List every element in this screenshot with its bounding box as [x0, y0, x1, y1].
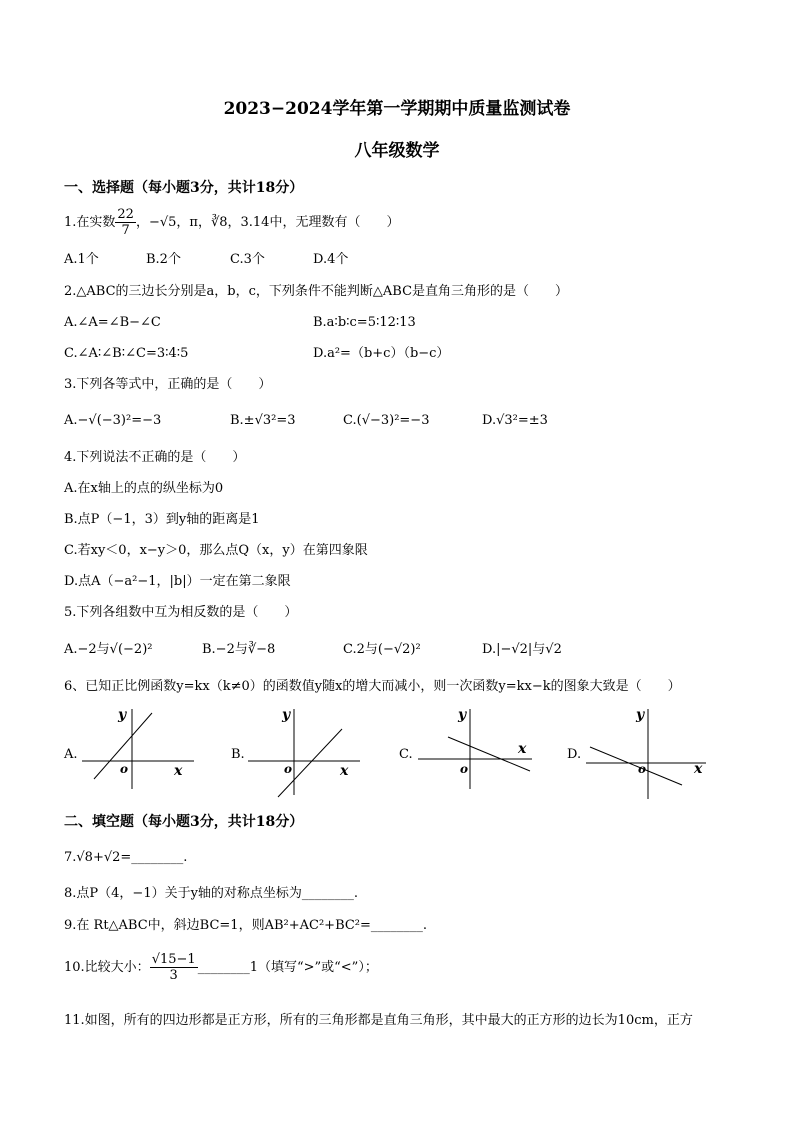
q10-suffix: ________1（填写“>”或“<”）； [197, 960, 378, 975]
q2-option-c: C.∠A∶∠B∶∠C=3∶4∶5 [64, 346, 189, 361]
q6b-origin: o [284, 762, 293, 776]
q6-graph-d [582, 703, 712, 803]
q6-graph-a [78, 703, 198, 793]
q1-stem: ，−√5，π，∛8，3.14中，无理数有（ ） [135, 215, 400, 230]
question-11: 11.如图，所有的四边形都是正方形，所有的三角形都是直角三角形，其中最大的正方形的边长为10cm，正方 [64, 1013, 693, 1028]
q6c-x-label: x [518, 741, 527, 757]
q2-option-d: D.a²=（b+c）（b−c） [313, 346, 450, 361]
question-8: 8.点P（4，−1）关于y轴的对称点坐标为________. [64, 886, 359, 901]
q5-option-c: C.2与(−√2)² [343, 642, 421, 657]
q10-prefix: 10.比较大小： [64, 960, 150, 975]
q1-prefix: 1.在实数 [64, 215, 116, 230]
q10-fraction [150, 953, 198, 982]
q3-option-b: B.±√3²=3 [230, 413, 296, 428]
q6-option-a-label: A. [64, 747, 78, 762]
question-2: 2.△ABC的三边长分别是a，b，c，下列条件不能判断△ABC是直角三角形的是（ ） [64, 284, 569, 299]
page-title: 2023−2024学年第一学期期中质量监测试卷 [223, 99, 571, 119]
q3-option-c: C.(√−3)²=−3 [343, 413, 430, 428]
q6d-x-label: x [694, 761, 703, 777]
q6a-x-label: x [174, 763, 183, 779]
q1-option-d: D.4个 [313, 252, 349, 267]
question-1 [64, 208, 399, 237]
section-2-title: 二、填空题（每小题3分，共计18分） [64, 814, 304, 830]
q6c-origin: o [460, 762, 469, 776]
question-4: 4.下列说法不正确的是（ ） [64, 450, 246, 465]
q4-option-c: C.若xy＜0，x−y＞0，那么点Q（x，y）在第四象限 [64, 543, 368, 558]
question-7: 7.√8+√2=________. [64, 850, 188, 865]
q4-option-d: D.点A（−a²−1，|b|）一定在第二象限 [64, 574, 291, 589]
q3-option-a: A.−√(−3)²=−3 [64, 413, 162, 428]
q4-option-b: B.点P（−1，3）到y轴的距离是1 [64, 512, 260, 527]
q6a-y-label: y [118, 707, 127, 723]
q5-option-d: D.|−√2|与√2 [482, 642, 562, 657]
q1-frac-den: 7 [121, 223, 130, 238]
q6b-y-label: y [282, 707, 291, 723]
q1-option-c: C.3个 [230, 252, 265, 267]
q1-option-b: B.2个 [146, 252, 181, 267]
q2-option-b: B.a∶b∶c=5∶12∶13 [313, 315, 416, 330]
q4-option-a: A.在x轴上的点的纵坐标为0 [64, 481, 224, 496]
q6-option-c-label: C. [399, 747, 413, 762]
question-5: 5.下列各组数中互为相反数的是（ ） [64, 605, 298, 620]
q6b-x-label: x [340, 763, 349, 779]
q1-option-a: A.1个 [64, 252, 99, 267]
question-10 [64, 953, 378, 982]
section-1-title: 一、选择题（每小题3分，共计18分） [64, 180, 304, 196]
q6-graph-b [244, 703, 364, 803]
question-3: 3.下列各等式中，正确的是（ ） [64, 377, 272, 392]
q1-frac-num: 22 [117, 207, 134, 222]
q6c-y-label: y [458, 707, 467, 723]
question-9: 9.在 Rt△ABC中，斜边BC=1，则AB²+AC²+BC²=________. [64, 918, 428, 933]
q2-option-a: A.∠A=∠B−∠C [64, 315, 161, 330]
q5-option-b: B.−2与∛−8 [202, 642, 276, 657]
q6-graph-c [412, 703, 537, 793]
q6d-origin: o [638, 762, 647, 776]
q10-frac-den: 3 [169, 968, 178, 983]
q3-option-d: D.√3²=±3 [482, 413, 548, 428]
q6d-y-label: y [636, 707, 645, 723]
q6a-origin: o [120, 762, 129, 776]
page-subtitle: 八年级数学 [354, 141, 440, 161]
q10-frac-num: √15−1 [151, 952, 196, 967]
q6-option-d-label: D. [567, 747, 582, 762]
q5-option-a: A.−2与√(−2)² [64, 642, 153, 657]
question-6: 6、已知正比例函数y=kx（k≠0）的函数值y随x的增大而减小，则一次函数y=kx−k的图象大致是（ ） [64, 679, 681, 694]
q6-option-b-label: B. [231, 747, 245, 762]
q1-fraction [115, 208, 136, 237]
